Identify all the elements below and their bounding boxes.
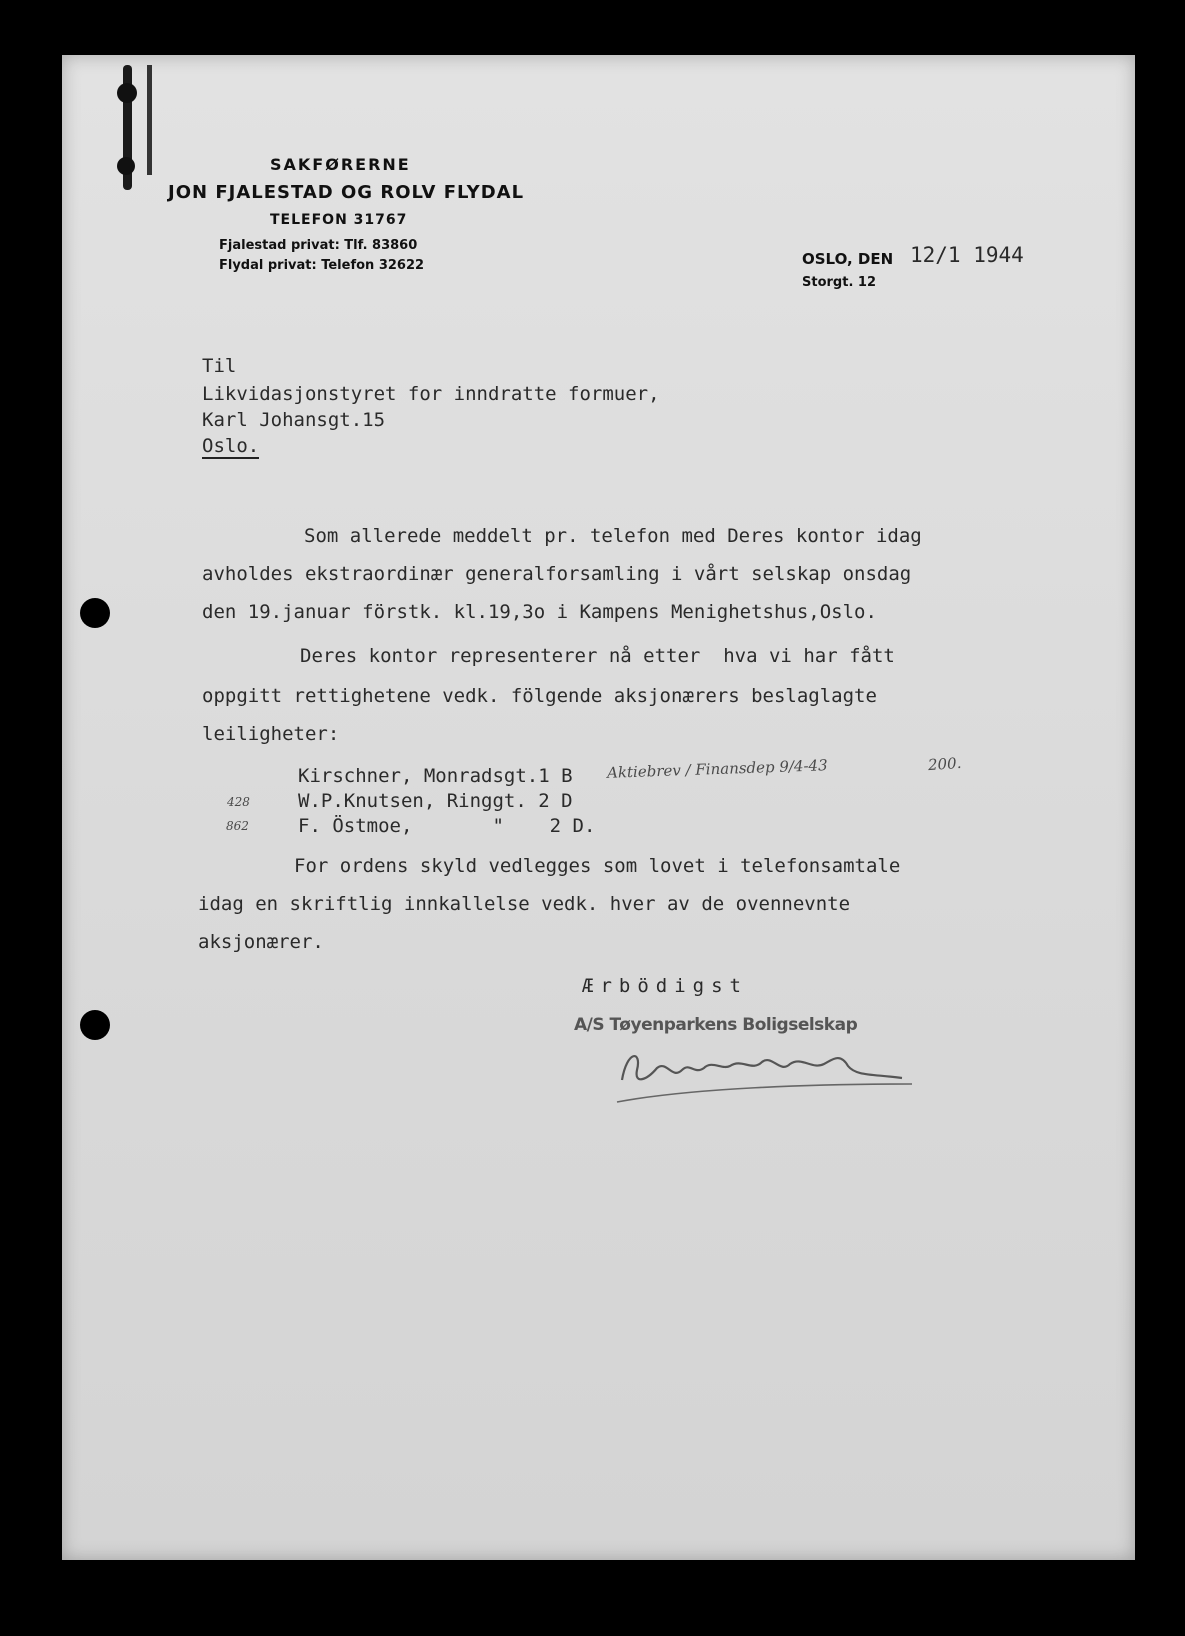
signature [612, 1040, 922, 1110]
shareholder-item: W.P.Knutsen, Ringgt. 2 D [298, 790, 573, 812]
handwritten-number: 428 [227, 795, 250, 809]
body-line: avholdes ekstraordinær generalforsamling i vårt selskap onsdag [202, 563, 912, 585]
date-street: Storgt. 12 [802, 275, 876, 290]
letterhead-phone: TELEFON 31767 [270, 212, 408, 228]
letterhead-private-2: Flydal privat: Telefon 32622 [219, 258, 425, 273]
letterhead-firm: SAKFØRERNE [270, 155, 411, 174]
punch-hole [80, 598, 110, 628]
shareholder-item: Kirschner, Monradsgt.1 B [298, 765, 573, 787]
punch-hole [80, 1010, 110, 1040]
handwritten-number: 862 [226, 819, 249, 833]
letter-date: 12/1 1944 [910, 243, 1024, 267]
body-line: For ordens skyld vedlegges som lovet i telefonsamtale [294, 855, 901, 877]
recipient-line-4: Oslo. [202, 435, 260, 457]
closing-greeting: Ærbödigst [582, 975, 748, 997]
body-line: aksjonærer. [198, 931, 324, 953]
letterhead-private-1: Fjalestad privat: Tlf. 83860 [219, 238, 418, 253]
body-line: oppgitt rettighetene vedk. fölgende aksjonærers beslaglagte [202, 685, 877, 707]
shareholder-item: F. Östmoe, " 2 D. [298, 815, 596, 837]
letterhead-names: JON FJALESTAD OG ROLV FLYDAL [168, 182, 525, 203]
body-line: leiligheter: [202, 723, 340, 745]
recipient-line-3: Karl Johansgt.15 [202, 409, 386, 431]
staple-marks [117, 65, 157, 195]
company-stamp: A/S Tøyenparkens Boligselskap [574, 1015, 858, 1035]
letter-page [62, 55, 1135, 1560]
recipient-line-2: Likvidasjonstyret for inndratte formuer, [202, 383, 660, 405]
body-line: idag en skriftlig innkallelse vedk. hver av de ovennevnte [198, 893, 851, 915]
body-line: den 19.januar förstk. kl.19,3o i Kampens Menighetshus,Oslo. [202, 601, 877, 623]
body-line: Deres kontor representerer nå etter hva vi har fått [300, 645, 895, 667]
recipient-line-1: Til [202, 355, 237, 377]
body-line: Som allerede meddelt pr. telefon med Deres kontor idag [304, 525, 922, 547]
handwritten-note: Aktiebrev / Finansdep 9/4-43 [606, 756, 828, 782]
date-place: OSLO, DEN [802, 250, 894, 268]
handwritten-amount: 200. [927, 753, 962, 775]
